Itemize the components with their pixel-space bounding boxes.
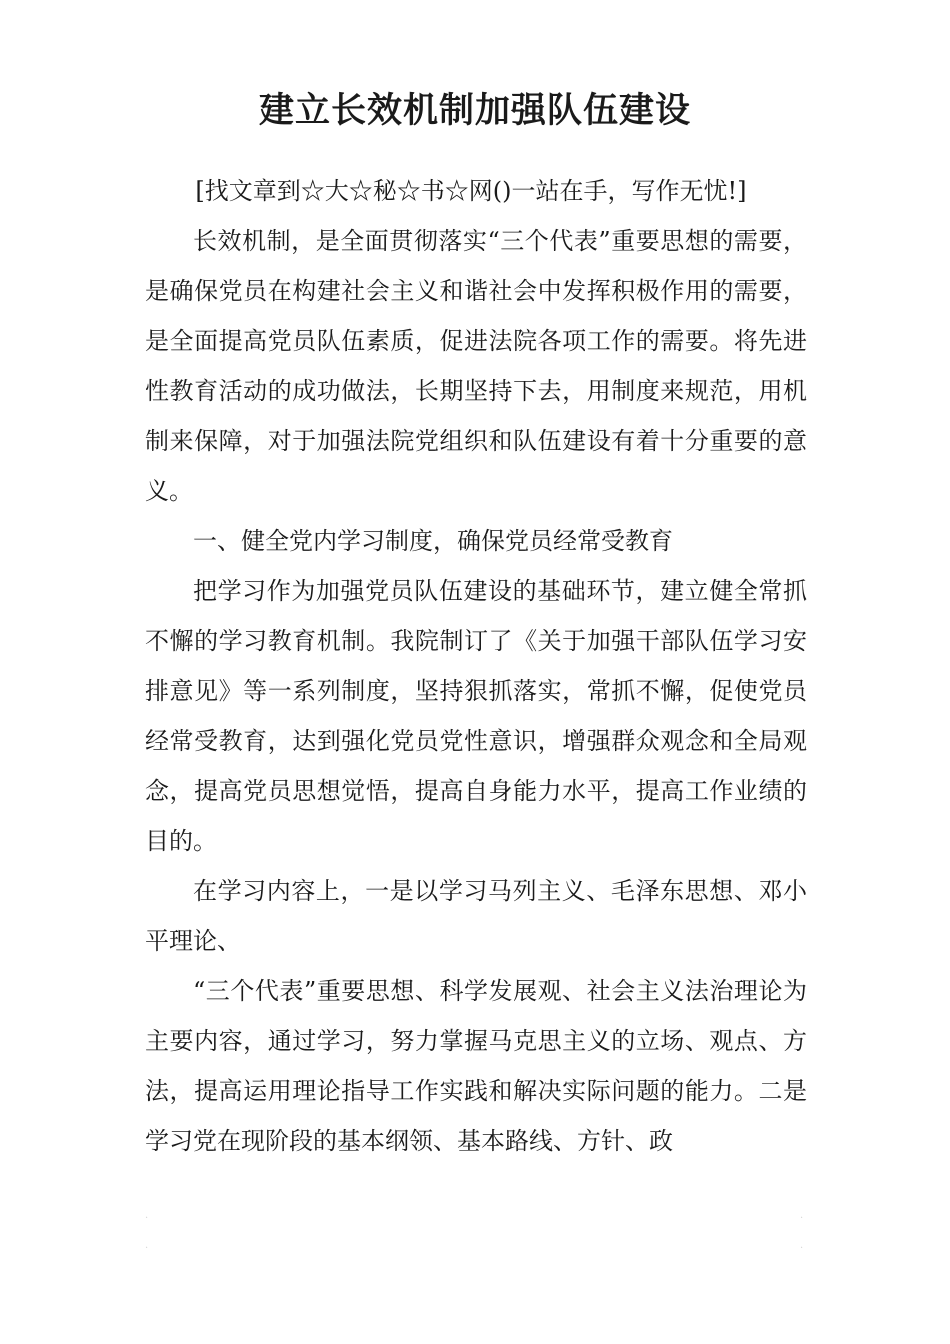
page-corner-mark: · xyxy=(800,1243,804,1254)
page-corner-mark: · xyxy=(800,1213,804,1224)
document-title: 建立长效机制加强队伍建设 xyxy=(258,91,691,131)
section-heading: 一、健全党内学习制度，确保党员经常受教育 xyxy=(193,527,673,555)
paragraph-study-mechanism: 把学习作为加强党员队伍建设的基础环节，建立健全常抓不懈的学习教育机制。我院制订了《关于加强干部队伍学习安排意见》等一系列制度，坚持狠抓落实，常抓不懈，促使党员经常受教育，达到强化党员党性意识，增强群众观念和全局观念，提高党员思想觉悟，提高自身能力水平，提高工作业绩的目的。 xyxy=(145,577,807,855)
document-body xyxy=(145,166,807,1166)
paragraph-study-content-continued: “三个代表”重要思想、科学发展观、社会主义法治理论为主要内容，通过学习，努力掌握马克思主义的立场、观点、方法，提高运用理论指导工作实践和解决实际问题的能力。二是学习党在现阶段的基本纲领、基本路线、方针、政 xyxy=(145,977,807,1155)
page-corner-mark: · xyxy=(145,1243,149,1254)
source-note: [找文章到☆大☆秘☆书☆网()一站在手，写作无忧!] xyxy=(195,177,747,205)
paragraph-study-content: 在学习内容上，一是以学习马列主义、毛泽东思想、邓小平理论、 xyxy=(145,877,807,955)
page-corner-mark: · xyxy=(145,1213,149,1224)
paragraph-intro: 长效机制，是全面贯彻落实“三个代表”重要思想的需要，是确保党员在构建社会主义和谐社会中发挥积极作用的需要，是全面提高党员队伍素质，促进法院各项工作的需要。将先进性教育活动的成功做法，长期坚持下去，用制度来规范，用机制来保障，对于加强法院党组织和队伍建设有着十分重要的意义。 xyxy=(145,227,807,505)
